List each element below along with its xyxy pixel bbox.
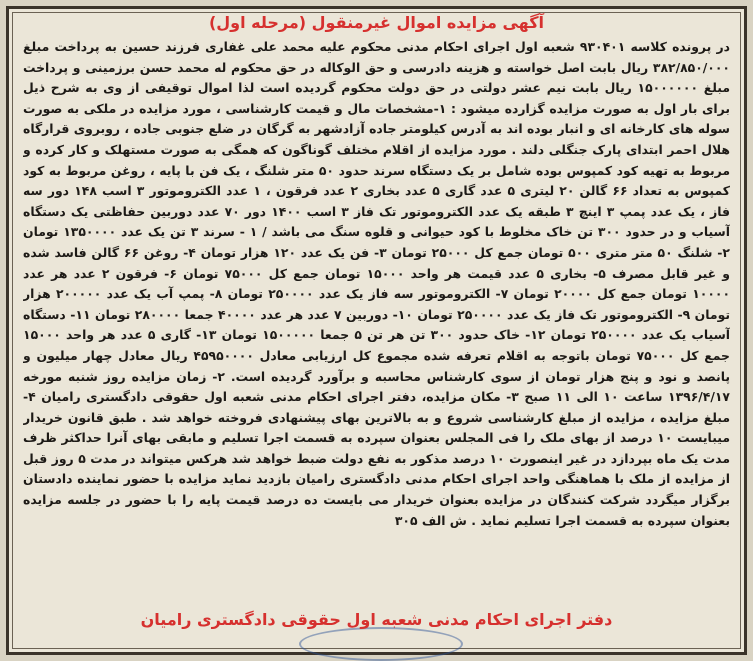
auction-notice [6, 6, 747, 655]
notice-title: آگهی مزایده اموال غیرمنقول (مرحله اول) [208, 13, 545, 32]
notice-body: در پرونده کلاسه ۹۳۰۴۰۱ شعبه اول اجرای احکام مدنی محکوم علیه محمد علی غفاری فرزند حسین به پرداخت مبلغ ۳۸۲/۸۵۰/۰۰۰ ریال بابت اصل خواسته و هزینه دادرسی و حق الوکاله در حق محکوم له محمد حسن برزمینی و پرداخت مبلغ ۱۵۰۰۰۰۰۰ ریال بابت نیم عشر دولتی در حق دولت محکوم گردیده است لذا اموال توقیفی از وی به شرح ذیل برای بار اول به صورت مزایده گزارده میشود : ۱-مشخصات مال و قیمت کارشناسی ، مورد مزایده در ملکی به صورت سوله های کارخانه ای و انبار بوده اند به آدرس کیلومتر جاده آزادشهر به گرگان در ضلع جنوبی جاده ، روبروی قرارگاه هلال احمر ابتدای پارک جنگلی دلند . مورد مزایده از اقلام مختلف گوناگون که همگی به صورت مستهلک و کار کرده و مربوط به تهیه کود کمپوس بوده شامل بر یک دستگاه سرند حدود ۵۰ متر شلنگ ، یک فن با پایه ، روغن مربوط به کود کمپوس به تعداد ۶۶ گالن ۲۰ لیتری ۵ عدد گاری ۵ عدد بخاری ۲ عدد فرقون ، ۱ عدد الکتروموتور ۳ اسب ۱۴۸ دور سه فاز ، یک عدد پمپ ۳ اینچ ۳ طبقه یک عدد الکتروموتور تک فاز ۳ اسب ۱۴۰۰ دور ۷۰ عدد دوربین حفاظتی یک دستگاه آسیاب و در حدود ۳۰۰ تن خاک مخلوط با کود حیوانی و قلوه سنگ می باشد / ۱ - سرند ۳ تن یک عدد ۱۳۵۰۰۰۰ تومان ۲- شلنگ ۵۰ متر متری ۵۰۰ تومان جمع کل ۲۵۰۰۰ تومان ۳- فن یک عدد ۱۲۰ هزار تومان ۴- روغن ۶۶ گالن فاسد شده و غیر قابل مصرف ۵- بخاری ۵ عدد قیمت هر واحد ۱۵۰۰۰ تومان جمع کل ۷۵۰۰۰ تومان ۶- فرقون ۲ عدد هر عدد ۱۰۰۰۰ تومان جمع کل ۲۰۰۰۰ تومان ۷- الکتروموتور سه فاز یک عدد ۲۵۰۰۰۰ تومان ۸- پمپ آب یک عدد ۲۰۰۰۰۰ هزار تومان ۹- الکتروموتور تک فاز یک عدد ۲۵۰۰۰۰ تومان ۱۰- دوربین ۷ عدد هر عدد ۴۰۰۰۰ جمعا ۲۸۰۰۰۰ تومان ۱۱- دستگاه آسیاب یک عدد ۲۵۰۰۰۰ تومان ۱۲- خاک حدود ۳۰۰ تن هر تن ۵ جمعا ۱۵۰۰۰۰۰ تومان ۱۳- گاری ۵ عدد هر واحد ۱۵۰۰۰ جمع کل ۷۵۰۰۰ تومان باتوجه به اقلام تعرفه شده مجموع کل ارزیابی معادل ۴۵۹۵۰۰۰۰ ریال معادل چهار میلیون و پانصد و نود و پنج هزار تومان از سوی کارشناس محاسبه و برآورد گردیده است. ۲- زمان مزایده روز شنبه مورخه ۱۳۹۶/۴/۱۷ ساعت ۱۰ الی ۱۱ صبح ۳- مکان مزایده، دفتر اجرای احکام مدنی شعبه اول حقوقی دادگستری رامیان ۴- مبلغ مزایده ، مزایده از مبلغ کارشناسی شروع و به بالاترین بهای پیشنهادی فروخته خواهد شد . طبق قانون خریدار میبایست ۱۰ درصد از بهای ملک را فی المجلس بعنوان سپرده به قسمت اجرا تسلیم و مابقی بهای آنرا حداکثر ظرف مدت یک ماه بپردازد در غیر اینصورت ۱۰ درصد مذکور به نفع دولت ضبط خواهد شد هرکس میتواند در مدت ۵ روز قبل از مزایده از ملک با هماهنگی واحد اجرای احکام مدنی دادگستری رامیان بازدید نماید مزایده با حضور نماینده دادستان برگزار میگردد شرکت کنندگان در مزایده بعنوان خریدار می بایست ده درصد قیمت پایه را با حضور در جلسه مزایده بعنوان سپرده به قسمت اجرا تسلیم نماید . ش الف ۳۰۵ [23, 39, 730, 528]
notice-footer [9, 609, 744, 631]
stamp-seal [299, 627, 463, 661]
footer-issuer: دفتر اجرای احکام مدنی شعبه اول حقوقی دادگستری رامیان [140, 610, 613, 629]
